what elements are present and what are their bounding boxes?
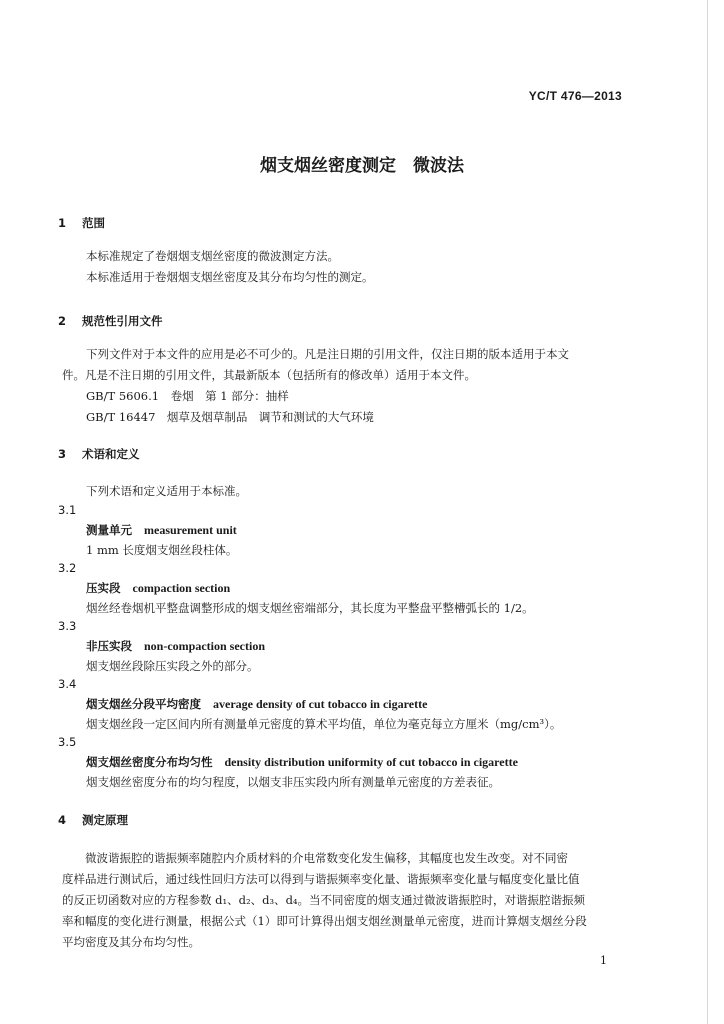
section-2-paragraph-line-2: 件。凡是不注日期的引用文件，其最新版本（包括所有的修改单）适用于本文件。 xyxy=(62,368,476,382)
section-4-heading xyxy=(58,812,128,828)
section-1-line-1: 本标准规定了卷烟烟支烟丝密度的微波测定方法。 xyxy=(86,249,339,263)
section-title: 规范性引用文件 xyxy=(82,314,163,328)
section-title: 测定原理 xyxy=(82,813,129,827)
term-definition: 烟支烟丝段一定区间内所有测量单元密度的算术平均值，单位为毫克每立方厘米（mg/cm³）。 xyxy=(86,717,562,731)
section-title: 术语和定义 xyxy=(82,447,140,461)
standard-code: YC/T 476—2013 xyxy=(528,89,622,103)
section-number: 4 xyxy=(58,813,67,827)
term-english: measurement unit xyxy=(144,523,237,537)
section-3-heading xyxy=(58,446,140,462)
term-chinese: 压实段 xyxy=(86,581,121,595)
page-number: 1 xyxy=(600,954,607,967)
principle-line-3: 的反正切函数对应的方程参数 d₁、d₂、d₃、d₄。当不同密度的烟支通过微波谐振腔时，对谐振腔谐振频 xyxy=(62,893,586,907)
section-2-heading xyxy=(58,313,163,329)
term-number: 3.1 xyxy=(58,503,77,517)
section-title: 范围 xyxy=(82,216,106,230)
term-number: 3.5 xyxy=(58,735,77,749)
section-number: 3 xyxy=(58,447,67,461)
term-chinese: 非压实段 xyxy=(86,639,132,653)
term-number: 3.3 xyxy=(58,619,77,633)
term-chinese: 测量单元 xyxy=(86,523,132,537)
term-chinese: 烟支烟丝密度分布均匀性 xyxy=(86,755,213,769)
section-number: 2 xyxy=(58,314,67,328)
term-heading xyxy=(86,638,265,654)
term-number: 3.4 xyxy=(58,677,77,691)
term-definition: 烟支烟丝段除压实段之外的部分。 xyxy=(86,659,259,673)
term-heading xyxy=(86,754,518,770)
term-heading xyxy=(86,522,237,538)
section-3-intro: 下列术语和定义适用于本标准。 xyxy=(86,484,247,498)
principle-line-4: 率和幅度的变化进行测量，根据公式（1）即可计算得出烟支烟丝测量单元密度，进而计算烟支烟丝分段 xyxy=(62,914,587,928)
term-definition: 烟支烟丝密度分布的均匀程度，以烟支非压实段内所有测量单元密度的方差表征。 xyxy=(86,775,500,789)
term-english: compaction section xyxy=(132,581,231,595)
principle-line-5: 平均密度及其分布均匀性。 xyxy=(62,935,200,949)
section-1-heading xyxy=(58,215,105,231)
section-2-paragraph-line-1: 下列文件对于本文件的应用是必不可少的。凡是注日期的引用文件，仅注日期的版本适用于本文 xyxy=(86,347,569,361)
term-chinese: 烟支烟丝分段平均密度 xyxy=(86,697,201,711)
section-1-line-2: 本标准适用于卷烟烟支烟丝密度及其分布均匀性的测定。 xyxy=(86,270,374,284)
reference-gbt-5606-1: GB/T 5606.1 卷烟 第 1 部分：抽样 xyxy=(86,389,289,403)
term-heading xyxy=(86,696,427,712)
term-definition: 烟丝经卷烟机平整盘调整形成的烟支烟丝密端部分，其长度为平整盘平整槽弧长的 1/2。 xyxy=(86,601,534,615)
document-title: 烟支烟丝密度测定 微波法 xyxy=(260,156,464,176)
term-english: density distribution uniformity of cut tobacco in cigarette xyxy=(224,755,518,769)
principle-line-2: 度样品进行测试后，通过线性回归方法可以得到与谐振频率变化量、谐振频率变化量与幅度变化量比值 xyxy=(62,872,580,886)
term-number: 3.2 xyxy=(58,561,77,575)
term-definition: 1 mm 长度烟支烟丝段柱体。 xyxy=(86,543,238,557)
reference-gbt-16447: GB/T 16447 烟草及烟草制品 调节和测试的大气环境 xyxy=(86,410,374,424)
term-english: average density of cut tobacco in cigarette xyxy=(213,697,428,711)
principle-line-1: 微波谐振腔的谐振频率随腔内介质材料的介电常数变化发生偏移，其幅度也发生改变。对不同密 xyxy=(62,851,568,865)
term-english: non-compaction section xyxy=(144,639,265,653)
section-number: 1 xyxy=(58,216,67,230)
term-heading xyxy=(86,580,230,596)
